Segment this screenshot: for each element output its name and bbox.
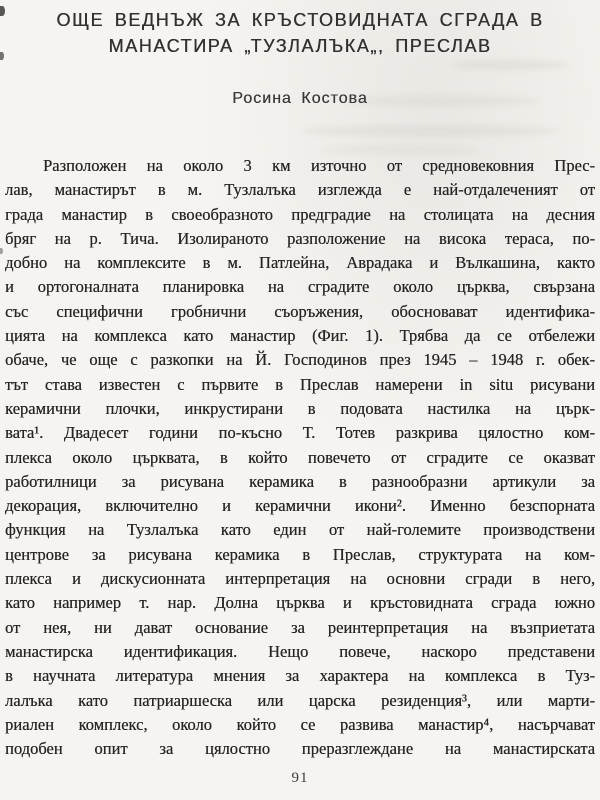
scan-edge-artifact bbox=[0, 6, 5, 16]
body-paragraph bbox=[0, 154, 600, 761]
body-text-line: и ортогоналната планировка на сградите около църква, свързана bbox=[5, 277, 595, 297]
scan-showthrough-smudge bbox=[450, 60, 570, 70]
article-title-line-2: МАНАСТИРА „ТУЗЛАЛЪКА„, ПРЕСЛАВ bbox=[108, 36, 492, 56]
body-text-line: добно на комплексите в м. Патлейна, Аврадака и Вълкашина, както bbox=[5, 253, 595, 273]
body-text-line: Разположен на около 3 км източно от средновековния Прес- bbox=[43, 156, 595, 175]
body-text-line: в научната литература мнения за характера на комплекса в Туз- bbox=[5, 666, 595, 686]
body-text-line: цията на комплекса като манастир (Фиг. 1). Трябва да се отбележи bbox=[5, 326, 595, 346]
body-text-line: центрове за рисувана керамика в Преслав, структурата на ком- bbox=[5, 544, 595, 564]
body-text-line: обаче, че още с разкопки на Й. Господинов през 1945 – 1948 г. обек- bbox=[5, 350, 595, 370]
body-text-line: декорация, включително и керамични икони². Именно безспорната bbox=[5, 496, 595, 516]
scan-edge-artifact bbox=[0, 52, 4, 60]
body-text-line: работилници за рисувана керамика в разнообразни артикули за bbox=[5, 471, 595, 491]
scan-showthrough-smudge bbox=[320, 145, 480, 155]
body-text-line: лалъка като патриаршеска или царска резиденция³, или марти- bbox=[5, 690, 595, 710]
scan-showthrough-smudge bbox=[340, 95, 540, 107]
article-title-line-1: ОЩЕ ВЕДНЪЖ ЗА КРЪСТОВИДНАТА СГРАДА В bbox=[56, 10, 544, 30]
body-text-line: плекса и дискусионната интерпретация на основни сгради в него, bbox=[5, 569, 595, 589]
body-text-line: от нея, ни дават основание за реинтерпретация на възприетата bbox=[5, 617, 595, 637]
body-text-line: манастирска идентификация. Нещо повече, наскоро представени bbox=[5, 641, 595, 661]
body-text-line: със специфични гробнични съоръжения, обосновават идентифика- bbox=[5, 301, 595, 321]
page-number: 91 bbox=[291, 770, 309, 786]
scan-edge-artifact bbox=[0, 248, 3, 254]
body-text-line: бряг на р. Тича. Изолираното разположение на висока тераса, по- bbox=[5, 228, 595, 248]
body-text-line: подобен опит за цялостно преразглеждане на манастирската bbox=[5, 739, 595, 759]
author-name: Росина Костова bbox=[232, 90, 368, 107]
body-text-line: тът става известен с първите в Преслав намерени in situ рисувани bbox=[5, 374, 595, 394]
body-text-line: града манастир в своеобразното предградие на столицата на десния bbox=[5, 204, 595, 224]
article-title bbox=[8, 7, 592, 59]
body-text-line: плекса около църквата, в който повечето от сградите се оказват bbox=[5, 447, 595, 467]
body-text-line: лав, манастирът в м. Тузлалъка изглежда е най-отдалеченият от bbox=[5, 180, 595, 200]
body-text-line: функция на Тузлалъка като един от най-големите производствени bbox=[5, 520, 595, 540]
body-text-line: вата¹. Двадесет години по-късно Т. Тотев разкрива цялостно ком- bbox=[5, 423, 595, 443]
body-text-line: керамични плочки, инкрустирани в подовата настилка на църк- bbox=[5, 398, 595, 418]
scan-showthrough-smudge bbox=[300, 125, 560, 137]
body-text-line: риален комплекс, около който се развива манастир⁴, насърчават bbox=[5, 714, 595, 734]
body-text-line: като например т. нар. Долна църква и кръстовидната сграда южно bbox=[5, 593, 595, 613]
